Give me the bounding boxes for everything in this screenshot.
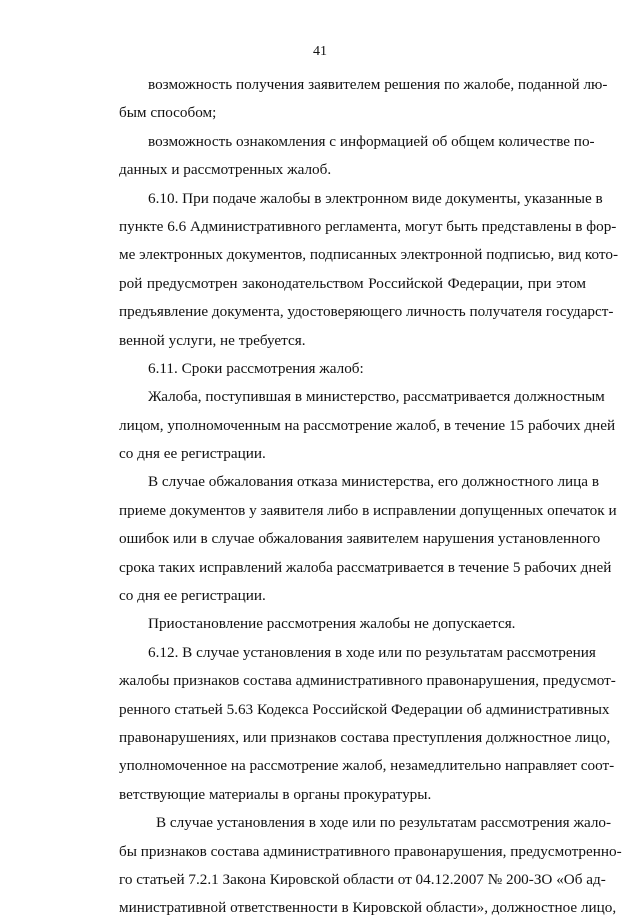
page-number: 41 bbox=[313, 44, 327, 59]
text-line: министративной ответственности в Кировской области», должностное лицо, bbox=[119, 899, 617, 917]
text-line: ме электронных документов, подписанных электронной подписью, вид кото- bbox=[119, 246, 618, 264]
text-line: В случае установления в ходе или по результатам рассмотрения жало- bbox=[156, 814, 612, 832]
text-line: 6.11. Сроки рассмотрения жалоб: bbox=[148, 359, 364, 377]
text-line: срока таких исправлений жалоба рассматривается в течение 5 рабочих дней bbox=[119, 558, 612, 576]
text-line: Приостановление рассмотрения жалобы не допускается. bbox=[148, 615, 516, 633]
text-line: предъявление документа, удостоверяющего личность получателя государст- bbox=[119, 303, 614, 321]
text-line: венной услуги, не требуется. bbox=[119, 331, 306, 349]
text-line: пункте 6.6 Административного регламента, могут быть представлены в фор- bbox=[119, 217, 617, 235]
text-line: со дня ее регистрации. bbox=[119, 445, 266, 463]
text-line: возможность ознакомления с информацией об общем количестве по- bbox=[148, 132, 595, 150]
text-line: го статьей 7.2.1 Закона Кировской области от 04.12.2007 № 200-ЗО «Об ад- bbox=[119, 870, 606, 888]
text-line: В случае обжалования отказа министерства, его должностного лица в bbox=[148, 473, 599, 491]
text-line: бы признаков состава административного правонарушения, предусмотренно- bbox=[119, 842, 622, 860]
text-line: лицом, уполномоченным на рассмотрение жалоб, в течение 15 рабочих дней bbox=[119, 416, 616, 434]
text-line: 6.10. При подаче жалобы в электронном виде документы, указанные в bbox=[148, 189, 603, 207]
text-line: правонарушениях, или признаков состава преступления должностное лицо, bbox=[119, 728, 611, 746]
text-line: данных и рассмотренных жалоб. bbox=[119, 161, 332, 179]
document-body bbox=[119, 71, 622, 923]
text-line: возможность получения заявителем решения по жалобе, поданной лю- bbox=[148, 76, 608, 93]
text-line: Жалоба, поступившая в министерство, рассматривается должностным bbox=[148, 388, 605, 406]
text-line: приеме документов у заявителя либо в исправлении допущенных опечаток и bbox=[119, 501, 617, 519]
text-line: бым способом; bbox=[119, 104, 217, 122]
text-line: со дня ее регистрации. bbox=[119, 587, 266, 605]
text-line: ветствующие материалы в органы прокуратуры. bbox=[119, 785, 432, 803]
text-line: жалобы признаков состава административного правонарушения, предусмот- bbox=[119, 672, 616, 690]
text-line: рой предусмотрен законодательством Российской Федерации, при этом bbox=[119, 274, 586, 292]
text-line: ошибок или в случае обжалования заявителем нарушения установленного bbox=[119, 530, 601, 548]
text-line: 6.12. В случае установления в ходе или по результатам рассмотрения bbox=[148, 643, 596, 661]
text-line: уполномоченное на рассмотрение жалоб, незамедлительно направляет соот- bbox=[119, 757, 615, 775]
text-line: ренного статьей 5.63 Кодекса Российской Федерации об административных bbox=[119, 700, 610, 718]
